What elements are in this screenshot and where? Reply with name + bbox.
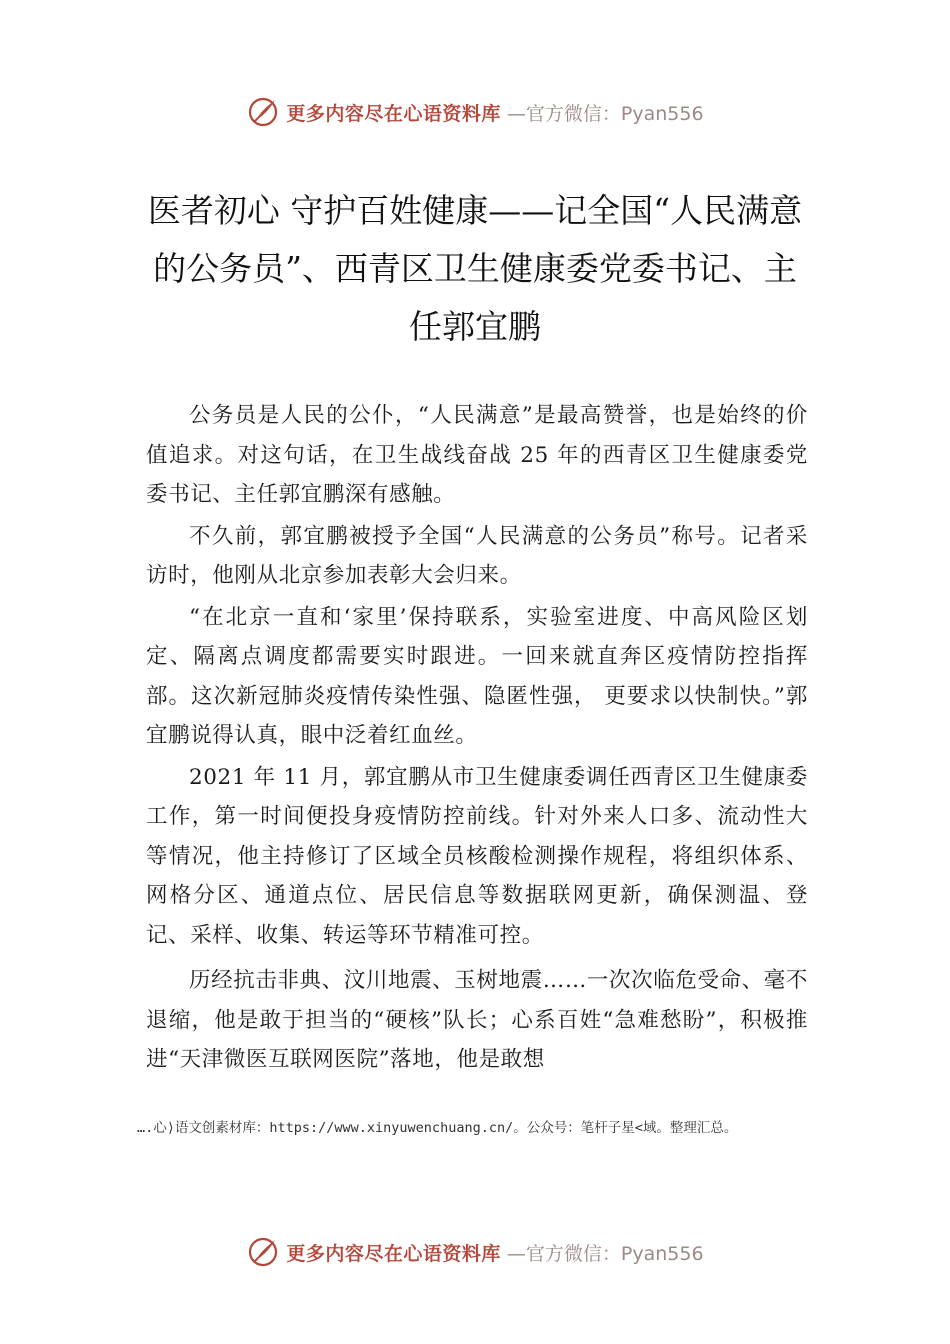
banner-wechat-text: —官方微信：Pyan556: [506, 102, 704, 125]
banner-main-text: 更多内容尽在心语资料库: [286, 102, 501, 125]
paragraph-4: 2021 年 11 月，郭宜鹏从市卫生健康委调任西青区卫生健康委工作，第一时间便投身疫情防控前线。针对外来人口多、流动性大等情况，他主持修订了区域全员核酸检测操作规程，将组织体系、网格分区、通道点位、居民信息等数据联网更新，确保测温、登记、采样、收集、转运等环节精准可控。: [146, 764, 808, 948]
banner-main-text: 更多内容尽在心语资料库: [286, 1242, 501, 1265]
source-footnote: ….心⟩语文创素材库：https://www.xinyuwenchuang.cn/。公众号：笔杆子星<域。整理汇总。: [137, 1120, 738, 1136]
paragraph-3: “在北京一直和‘家里’保持联系，实验室进度、中高风险区划定、隔离点调度都需要实时跟进。一回来就直奔区疫情防控指挥部。这次新冠肺炎疫情传染性强、隐匿性强， 更要求以快制快。”郭宜鹏说得认真，眼中泛着红血丝。: [146, 604, 808, 748]
paragraph-1: 公务员是人民的公仆，“人民满意”是最高赞誉，也是始终的价值追求。对这句话，在卫生战线奋战 25 年的西青区卫生健康委党委书记、主任郭宜鹏深有感触。: [146, 403, 808, 507]
paragraph-5: 历经抗击非典、汶川地震、玉树地震……一次次临危受命、毫不退缩，他是敢于担当的“硬核”队长；心系百姓“急难愁盼”，积极推进“天津微医互联网医院”落地，他是敢想: [146, 968, 808, 1072]
header-banner: [0, 92, 950, 132]
quill-logo-icon: [246, 95, 280, 129]
quill-logo-icon: [246, 1235, 280, 1269]
paragraph-2: 不久前，郭宜鹏被授予全国“人民满意的公务员”称号。记者采访时，他刚从北京参加表彰大会归来。: [146, 523, 808, 588]
document-body: [146, 396, 808, 1080]
banner-wechat-text: —官方微信：Pyan556: [506, 1242, 704, 1265]
footer-banner: [0, 1232, 950, 1272]
document-title: 医者初心 守护百姓健康——记全国“人民满意的公务员”、西青区卫生健康委党委书记、主任郭宜鹏: [147, 191, 803, 346]
